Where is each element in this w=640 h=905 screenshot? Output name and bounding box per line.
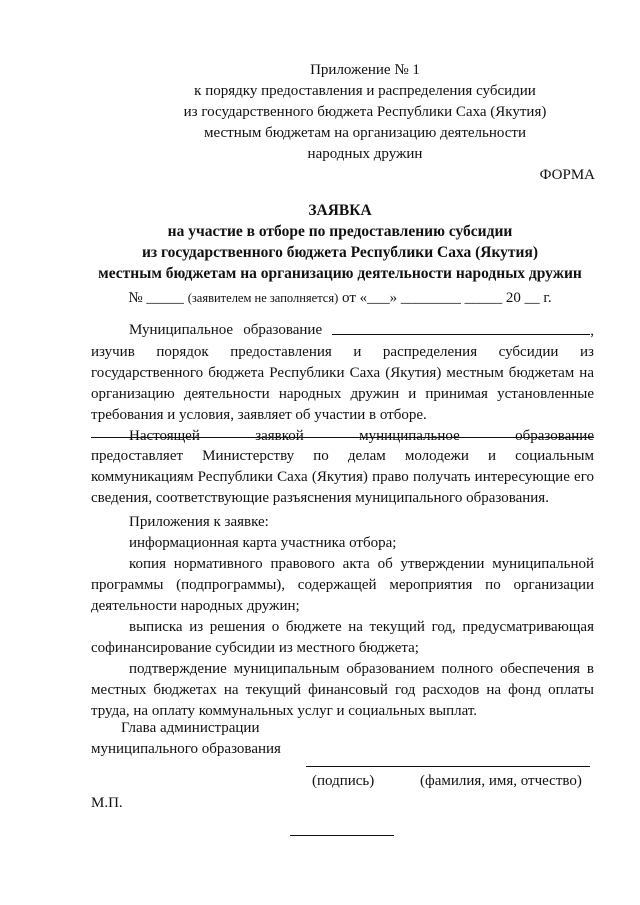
p1-word: распределения: [382, 344, 478, 360]
head-title: Глава администрации: [121, 720, 260, 736]
appendix-line: из государственного бюджета Республики Саха (Якутия): [183, 104, 547, 120]
document-title: [60, 200, 620, 284]
p1-word: и: [353, 344, 362, 360]
paragraph-participation: [91, 320, 594, 447]
mo-name-underline: [91, 437, 594, 438]
p1-word: субсидии: [498, 344, 559, 360]
mo-comma: ,: [590, 323, 594, 339]
title-line: из государственного бюджета Республики Саха (Якутия): [141, 244, 539, 261]
application-number-line: [60, 288, 620, 309]
footer-rule: [290, 835, 394, 836]
name-label: (фамилия, имя, отчество): [420, 773, 582, 789]
number-prefix: № _____: [128, 290, 184, 306]
attachments-title: Приложения к заявке:: [129, 514, 269, 530]
mo-name-blank: [332, 320, 590, 335]
appendix-line: Приложение № 1: [310, 62, 420, 78]
appendix-line: к порядку предоставления и распределения субсидии: [194, 83, 536, 99]
title-heading: ЗАЯВКА: [308, 202, 372, 219]
signature-labels: [312, 771, 582, 792]
p2-word: Настоящей: [129, 428, 200, 444]
appendix-line: народных дружин: [307, 146, 423, 162]
title-line: на участие в отборе по предоставлению субсидии: [167, 223, 513, 240]
attachment-item: подтверждение муниципальным образованием полного обеспечения в местных бюджетах на текущий финансовый год расходов на фонд оплаты труда, на оплату коммунальных услуг и социальных выплат.: [91, 661, 594, 719]
form-label: ФОРМА: [539, 167, 595, 183]
p1-rest: государственного бюджета Республики Саха (Якутия) местным бюджетам на организацию деятельности народных дружин и принимая установленные требования и условия, заявляет об участии в отборе.: [91, 365, 594, 423]
attachments-section: [91, 512, 594, 722]
mo-word: образование: [243, 322, 323, 338]
p2-word: заявкой: [255, 428, 304, 444]
p1-word: порядок: [156, 344, 209, 360]
sign-label: (подпись): [312, 773, 375, 789]
stamp-place: М.П.: [91, 795, 123, 811]
paragraph-consent: [91, 446, 594, 509]
attachment-item: копия нормативного правового акта об утверждении муниципальной программы (подпрограммы), содержащей мероприятия по организации деятельности народных дружин;: [91, 556, 594, 614]
mo-line: [91, 320, 594, 342]
p2-word: муниципальное: [359, 428, 460, 444]
head-org: муниципального образования: [91, 741, 281, 757]
attachment-item: выписка из решения о бюджете на текущий год, предусматривающая софинансирование субсидии из местного бюджета;: [91, 619, 594, 656]
number-date: от «___» ________ _____ 20 __ г.: [342, 290, 552, 306]
appendix-header: [160, 60, 570, 165]
p1-line-2: [91, 342, 594, 363]
p1-word: из: [579, 344, 594, 360]
attachment-item: информационная карта участника отбора;: [129, 535, 397, 551]
title-line: местным бюджетам на организацию деятельности народных дружин: [98, 265, 582, 282]
number-note: (заявителем не заполняется): [187, 291, 339, 305]
p2-rest: предоставляет Министерству по делам молодежи и социальным коммуникациям Республики Саха (Якутия) право получать интересующие его сведения, соответствующие разъяснения муниципального образования.: [91, 448, 594, 506]
signature-line: [306, 766, 590, 767]
p1-word: изучив: [91, 344, 135, 360]
p2-word: образование: [515, 428, 594, 444]
signature-block: [91, 718, 281, 760]
appendix-line: местным бюджетам на организацию деятельности: [203, 125, 527, 141]
mo-word: Муниципальное: [129, 322, 234, 338]
p1-word: предоставления: [230, 344, 332, 360]
